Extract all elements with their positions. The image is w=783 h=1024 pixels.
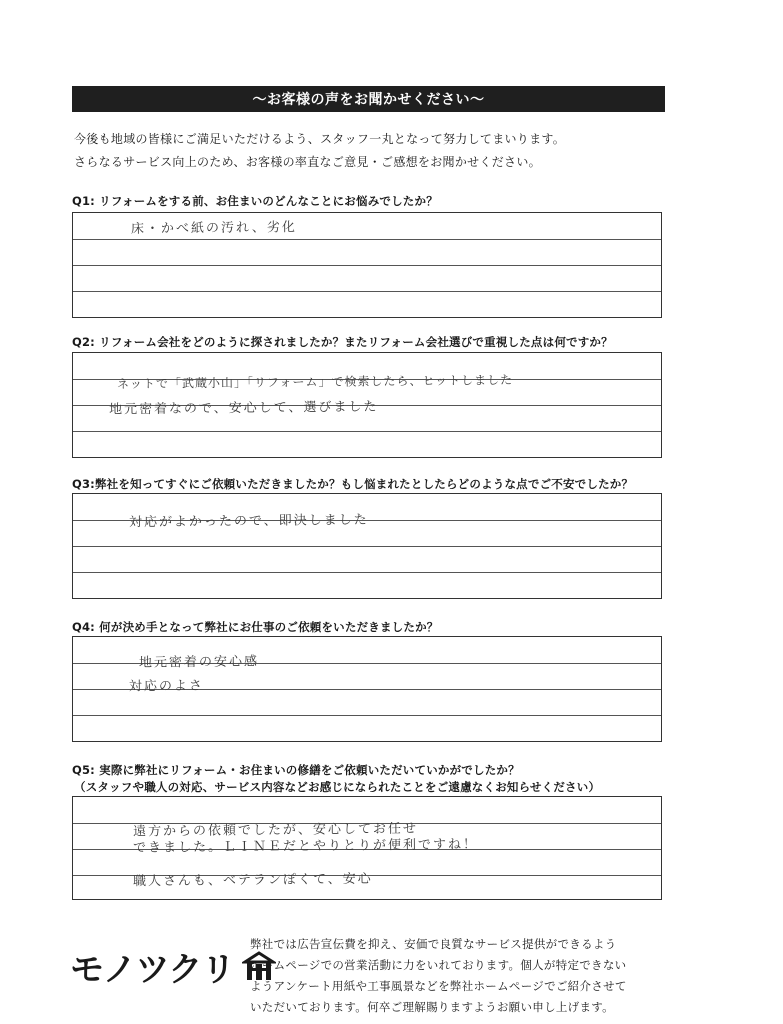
ruled-line (73, 291, 661, 292)
question-5-label: Q5: 実際に弊社にリフォーム・お住まいの修繕をご依頼いただいていかがでしたか？ (72, 763, 520, 777)
handwritten-answer: ネットで「武蔵小山」「リフォーム」で検索したら、ヒットしました (116, 372, 514, 392)
answer-box-q4 (72, 636, 662, 742)
question-2-label: Q2: リフォーム会社をどのように探されましたか？またリフォーム会社選びで重視した点は何ですか？ (72, 335, 613, 349)
question-1-label: Q1: リフォームをする前、お住まいのどんなことにお悩みでしたか？ (72, 194, 438, 208)
handwritten-answer: 対応がよかったので、即決しました (128, 512, 369, 531)
ruled-line (73, 239, 661, 240)
handwritten-answer: 地元密着なので、安心して、選びました (108, 399, 379, 418)
ruled-line (73, 546, 661, 547)
answer-box-q5 (72, 796, 662, 900)
handwritten-answer: 床・かべ紙の汚れ、劣化 (130, 220, 297, 237)
footer-line-1: 弊社では広告宣伝費を抑え、安価で良質なサービス提供ができるよう (250, 937, 617, 951)
question-3-label: Q3:弊社を知ってすぐにご依頼いただきましたか？もし悩まれたとしたらどのような点でご不安でしたか？ (72, 477, 634, 491)
question-4-label: Q4: 何が決め手となって弊社にお仕事のご依頼をいただきましたか？ (72, 620, 439, 634)
ruled-line (73, 265, 661, 266)
handwritten-answer: 対応のよさ (128, 678, 205, 695)
company-logo (70, 944, 276, 988)
answer-box-q1 (72, 212, 662, 318)
handwritten-answer: できました。ＬＩＮＥだとやりとりが便利ですね！ (132, 837, 479, 856)
answer-box-q3 (72, 493, 662, 599)
handwritten-answer: 職人さんも、ベテランぽくて、安心 (132, 871, 373, 890)
intro-line-2: さらなるサービス向上のため、お客様の率直なご意見・ご感想をお聞かせください。 (74, 155, 541, 169)
answer-box-q2 (72, 352, 662, 458)
intro-text (74, 128, 674, 174)
footer-line-2: ホームページでの営業活動に力をいれております。個人が特定できない (250, 958, 627, 972)
ruled-line (73, 715, 661, 716)
question-5-sublabel: （スタッフや職人の対応、サービス内容などお感じになられたことをご遠慮なくお知らせください） (74, 780, 601, 794)
survey-title: ～お客様の声をお聞かせください～ (252, 92, 485, 108)
intro-line-1: 今後も地域の皆様にご満足いただけるよう、スタッフ一丸となって努力してまいります。 (74, 132, 566, 146)
footer-line-4: いただいております。何卒ご理解賜りますようお願い申し上げます。 (250, 1000, 614, 1014)
handwritten-answer: 地元密着の安心感 (138, 654, 260, 671)
ruled-line (73, 572, 661, 573)
handwritten-answer: 遠方からの依頼でしたが、安心してお任せ (132, 821, 419, 840)
footer-line-3: ようアンケート用紙や工事風景などを弊社ホームページでご紹介させて (250, 979, 627, 993)
logo-wordmark: モノツクリ (70, 949, 235, 990)
survey-title-bar (72, 86, 665, 112)
footer-notice (250, 934, 670, 1018)
ruled-line (73, 431, 661, 432)
